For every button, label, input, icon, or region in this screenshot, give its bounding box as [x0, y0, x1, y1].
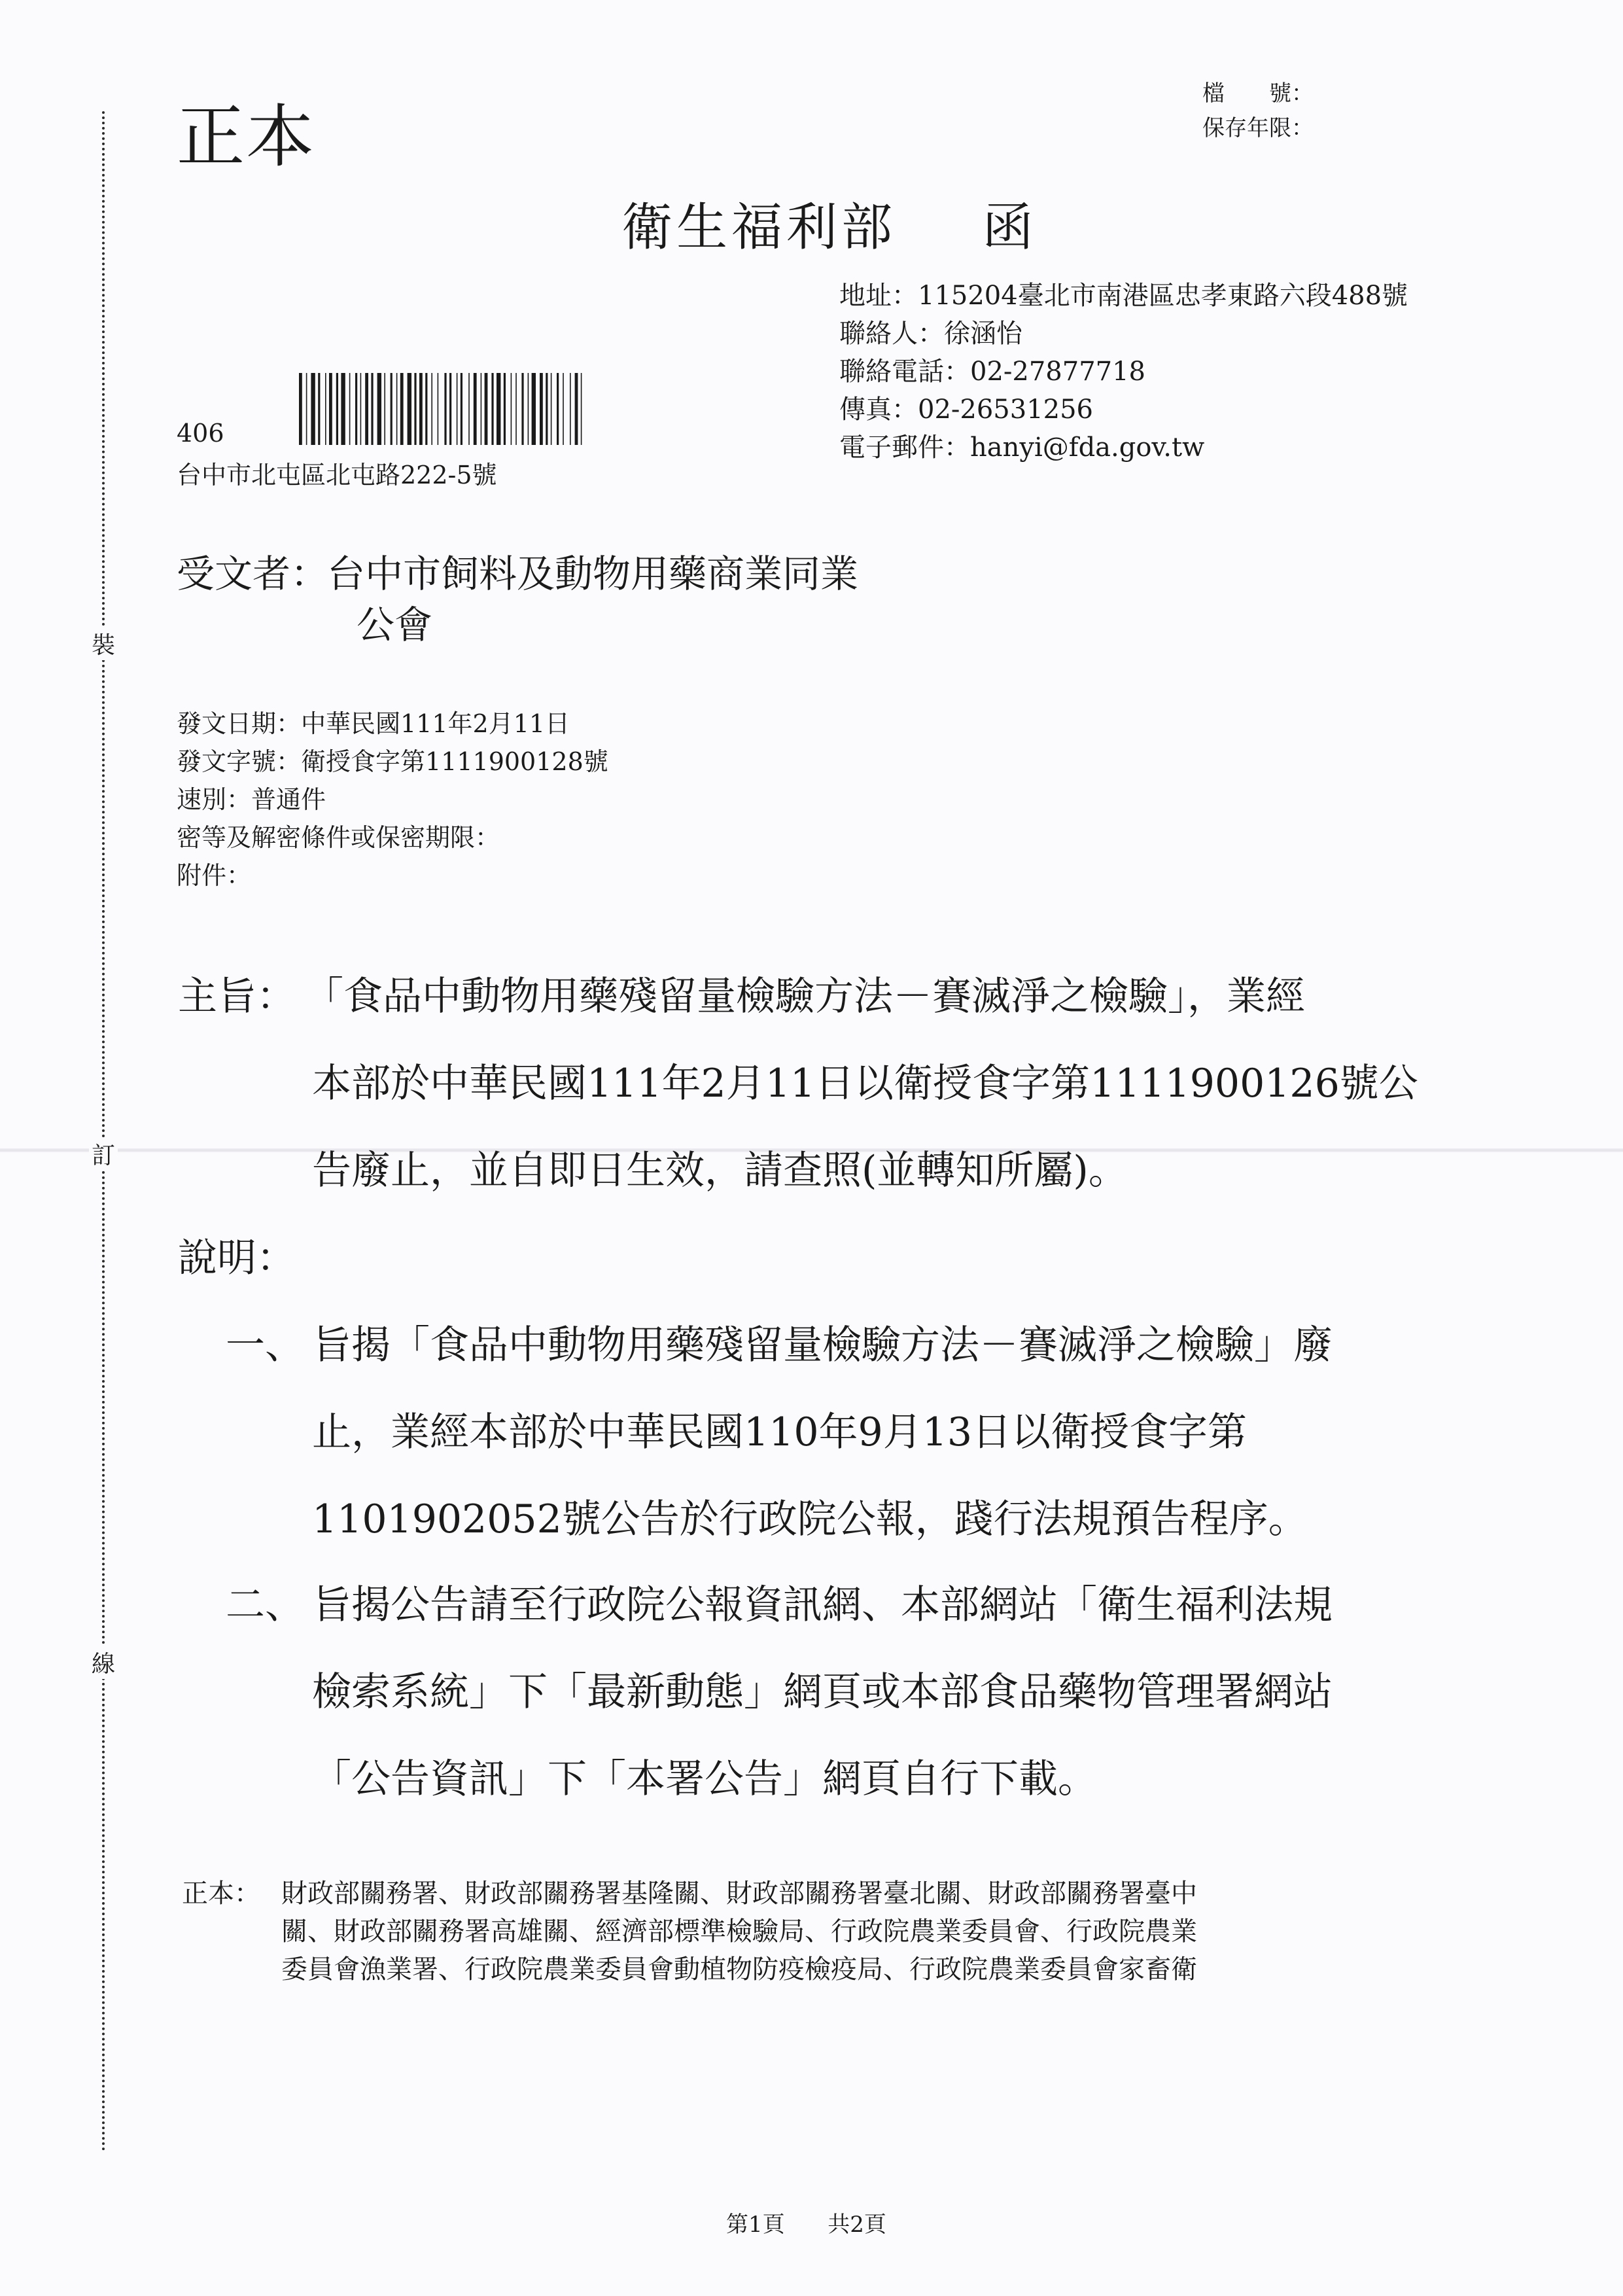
binding-mark-top: 裝	[89, 627, 118, 660]
binding-dotted-line	[102, 111, 105, 2153]
barcode-bar	[491, 373, 493, 445]
delivery-speed: 速別：普通件	[177, 785, 326, 814]
barcode-bar	[532, 373, 536, 445]
barcode-bar	[449, 373, 451, 445]
barcode-bar	[360, 373, 362, 445]
explanation-item-1-line-1: 旨揭「食品中動物用藥殘留量檢驗方法－賽滅淨之檢驗」廢	[312, 1322, 1333, 1368]
binding-mark-bottom: 線	[89, 1646, 118, 1679]
barcode-bar	[365, 373, 368, 445]
barcode-bar	[438, 373, 439, 445]
barcode-bar	[457, 373, 458, 445]
barcode-bar	[396, 373, 398, 445]
barcode-bar	[341, 373, 345, 445]
barcode-bar	[581, 373, 582, 445]
issue-date: 發文日期：中華民國111年2月11日	[177, 709, 570, 738]
barcode-bar	[325, 373, 326, 445]
distribution-line-1: 財政部關務署、財政部關務署基隆關、財政部關務署臺北關、財政部關務署臺中	[281, 1879, 1197, 1909]
barcode-bar	[318, 373, 320, 445]
sender-contact: 聯絡人：徐涵怡	[839, 319, 1022, 349]
secrecy-level: 密等及解密條件或保密期限：	[177, 823, 500, 852]
sender-fax: 傳真：02-26531256	[839, 395, 1094, 425]
barcode-bar	[400, 373, 404, 445]
barcode-bar	[570, 373, 571, 445]
file-number-label: 檔 號：	[1202, 80, 1314, 107]
document-mark: 正本	[177, 97, 316, 177]
retention-period-label: 保存年限：	[1202, 115, 1314, 141]
barcode-bar	[497, 373, 500, 445]
barcode-bar	[431, 373, 432, 445]
postal-barcode	[298, 373, 668, 445]
document-type: 函	[982, 198, 1038, 257]
document-number: 發文字號：衛授食字第1111900128號	[177, 747, 608, 776]
barcode-bar	[349, 373, 351, 445]
barcode-bar	[391, 373, 393, 445]
barcode-bar	[329, 373, 332, 445]
explanation-item-2-line-3: 「公告資訊」下「本署公告」網頁自行下載。	[312, 1756, 1097, 1802]
barcode-bar	[444, 373, 446, 445]
barcode-bar	[515, 373, 517, 445]
explanation-item-1-line-3: 1101902052號公告於行政院公報，踐行法規預告程序。	[312, 1496, 1308, 1542]
barcode-bar	[408, 373, 411, 445]
page-total: 共2頁	[828, 2212, 886, 2238]
attachments: 附件：	[177, 861, 252, 890]
document-title	[621, 186, 1038, 260]
barcode-bar	[481, 373, 482, 445]
barcode-bar	[419, 373, 423, 445]
barcode-bar	[511, 373, 512, 445]
barcode-bar	[425, 373, 427, 445]
barcode-bar	[485, 373, 488, 445]
binding-mark-middle: 訂	[89, 1137, 118, 1171]
barcode-bar	[521, 373, 523, 445]
barcode-bar	[563, 373, 564, 445]
explanation-item-2-number: 二、	[226, 1582, 304, 1628]
barcode-bar	[551, 373, 552, 445]
explanation-label: 說明：	[178, 1235, 296, 1281]
postal-code: 406	[177, 419, 224, 448]
barcode-bar	[557, 373, 559, 445]
agency-name: 衛生福利部	[621, 198, 897, 257]
barcode-bar	[461, 373, 462, 445]
distribution-line-3: 委員會漁業署、行政院農業委員會動植物防疫檢疫局、行政院農業委員會家畜衛	[281, 1954, 1197, 1985]
barcode-bar	[474, 373, 477, 445]
subject-label: 主旨：	[178, 974, 296, 1019]
barcode-bar	[371, 373, 373, 445]
explanation-item-2-line-1: 旨揭公告請至行政院公報資訊網、本部網站「衛生福利法規	[312, 1582, 1333, 1628]
barcode-bar	[377, 373, 381, 445]
barcode-bar	[546, 373, 548, 445]
page-number: 第1頁	[726, 2212, 785, 2238]
sender-email: 電子郵件：hanyi@fda.gov.tw	[839, 433, 1205, 463]
barcode-bar	[306, 373, 307, 445]
barcode-bar	[384, 373, 385, 445]
page-footer	[726, 2206, 886, 2238]
mailing-address: 台中市北屯區北屯路222-5號	[177, 461, 497, 489]
sender-phone: 聯絡電話：02-27877718	[839, 357, 1146, 387]
explanation-item-1-line-2: 止，業經本部於中華民國110年9月13日以衛授食字第	[312, 1409, 1248, 1455]
barcode-bar	[299, 373, 302, 445]
barcode-bar	[311, 373, 315, 445]
distribution-label: 正本：	[182, 1879, 260, 1909]
barcode-bar	[336, 373, 338, 445]
barcode-bar	[540, 373, 543, 445]
recipient-label: 受文者：	[177, 552, 329, 596]
sender-address: 地址：115204臺北市南港區忠孝東路六段488號	[839, 281, 1408, 311]
barcode-bar	[468, 373, 470, 445]
explanation-item-2-line-2: 檢索系統」下「最新動態」網頁或本部食品藥物管理署網站	[312, 1669, 1333, 1715]
subject-line-2: 本部於中華民國111年2月11日以衛授食字第1111900126號公	[312, 1061, 1418, 1106]
distribution-line-2: 關、財政部關務署高雄關、經濟部標準檢驗局、行政院農業委員會、行政院農業	[281, 1916, 1197, 1947]
subject-line-1: 「食品中動物用藥殘留量檢驗方法－賽滅淨之檢驗」，業經	[304, 974, 1305, 1019]
barcode-bar	[504, 373, 506, 445]
barcode-bar	[355, 373, 357, 445]
barcode-bar	[414, 373, 416, 445]
explanation-item-1-number: 一、	[226, 1322, 304, 1368]
barcode-bar	[575, 373, 578, 445]
barcode-bar	[528, 373, 529, 445]
recipient-name-line2: 公會	[357, 603, 433, 647]
recipient-name-line1: 台中市飼料及動物用藥商業同業	[327, 552, 859, 596]
subject-line-3: 告廢止，並自即日生效，請查照(並轉知所屬)。	[312, 1148, 1128, 1193]
